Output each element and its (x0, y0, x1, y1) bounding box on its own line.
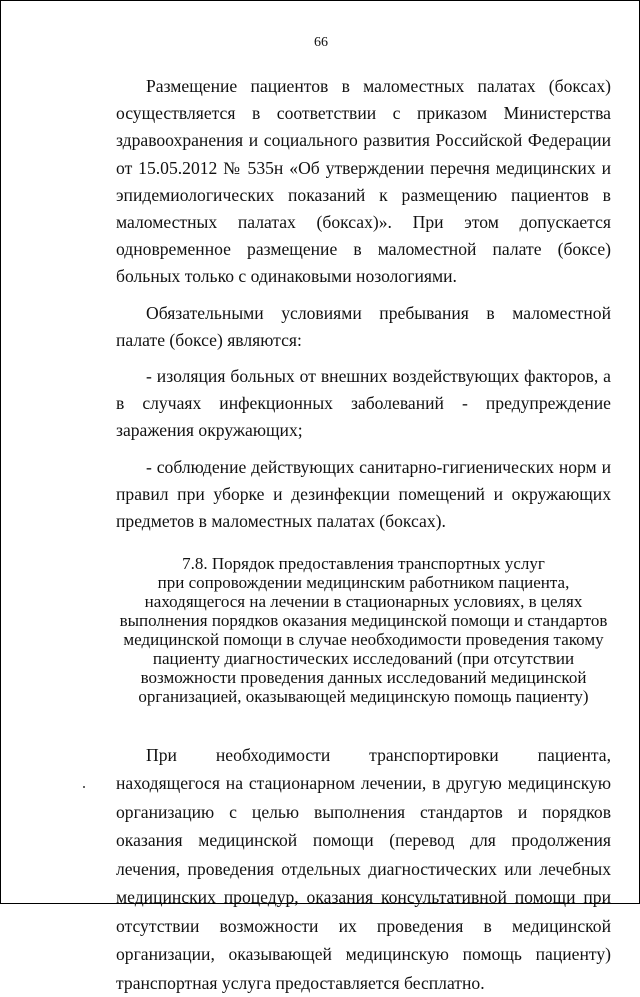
scan-artifact-dot (83, 786, 85, 788)
paragraph-conditions: Обязательными условиями пребывания в маломестной палате (боксе) являются: (116, 300, 611, 354)
heading-line: при сопровождении медицинским работником пациента, (116, 574, 611, 593)
list-item-sanitary: - соблюдение действующих санитарно-гигиенических норм и правил при уборке и дезинфекции помещений и окружающих предметов в маломестных палатах (боксах). (116, 454, 611, 536)
paragraph-transport: При необходимости транспортировки пациента, находящегося на стационарном лечении, в другую медицинскую организацию с целью выполнения стандартов и порядков оказания медицинской помощи (перевод для продолжения лечения, проведения отдельных диагностических или лечебных медицинских процедур, оказания консультативной помощи при отсутствии возможности их проведения в медицинской организации, оказывающей медицинскую помощь пациенту) транспортная услуга предоставляется бесплатно. (116, 741, 611, 997)
section-heading (116, 555, 611, 706)
page-number: 66 (1, 35, 640, 51)
heading-line: пациенту диагностических исследований (при отсутствии (116, 650, 611, 669)
heading-line: возможности проведения данных исследований медицинской (116, 669, 611, 688)
heading-line: находящегося на лечении в стационарных условиях, в целях (116, 593, 611, 612)
heading-line: 7.8. Порядок предоставления транспортных услуг (116, 555, 611, 574)
list-item-isolation: - изоляция больных от внешних воздействующих факторов, а в случаях инфекционных заболеваний - предупреждение заражения окружающих; (116, 363, 611, 445)
paragraph-placement: Размещение пациентов в маломестных палатах (боксах) осуществляется в соответствии с приказом Министерства здравоохранения и социального развития Российской Федерации от 15.05.2012 № 535н «Об утверждении перечня медицинских и эпидемиологических показаний к размещению пациентов в маломестных палатах (боксах)». При этом допускается одновременное размещение в маломестной палате (боксе) больных только с одинаковыми нозологиями. (116, 73, 611, 291)
heading-line: выполнения порядков оказания медицинской помощи и стандартов (116, 612, 611, 631)
heading-line: организацией, оказывающей медицинскую помощь пациенту) (116, 688, 611, 707)
document-body (116, 73, 611, 997)
heading-line: медицинской помощи в случае необходимости проведения такому (116, 631, 611, 650)
